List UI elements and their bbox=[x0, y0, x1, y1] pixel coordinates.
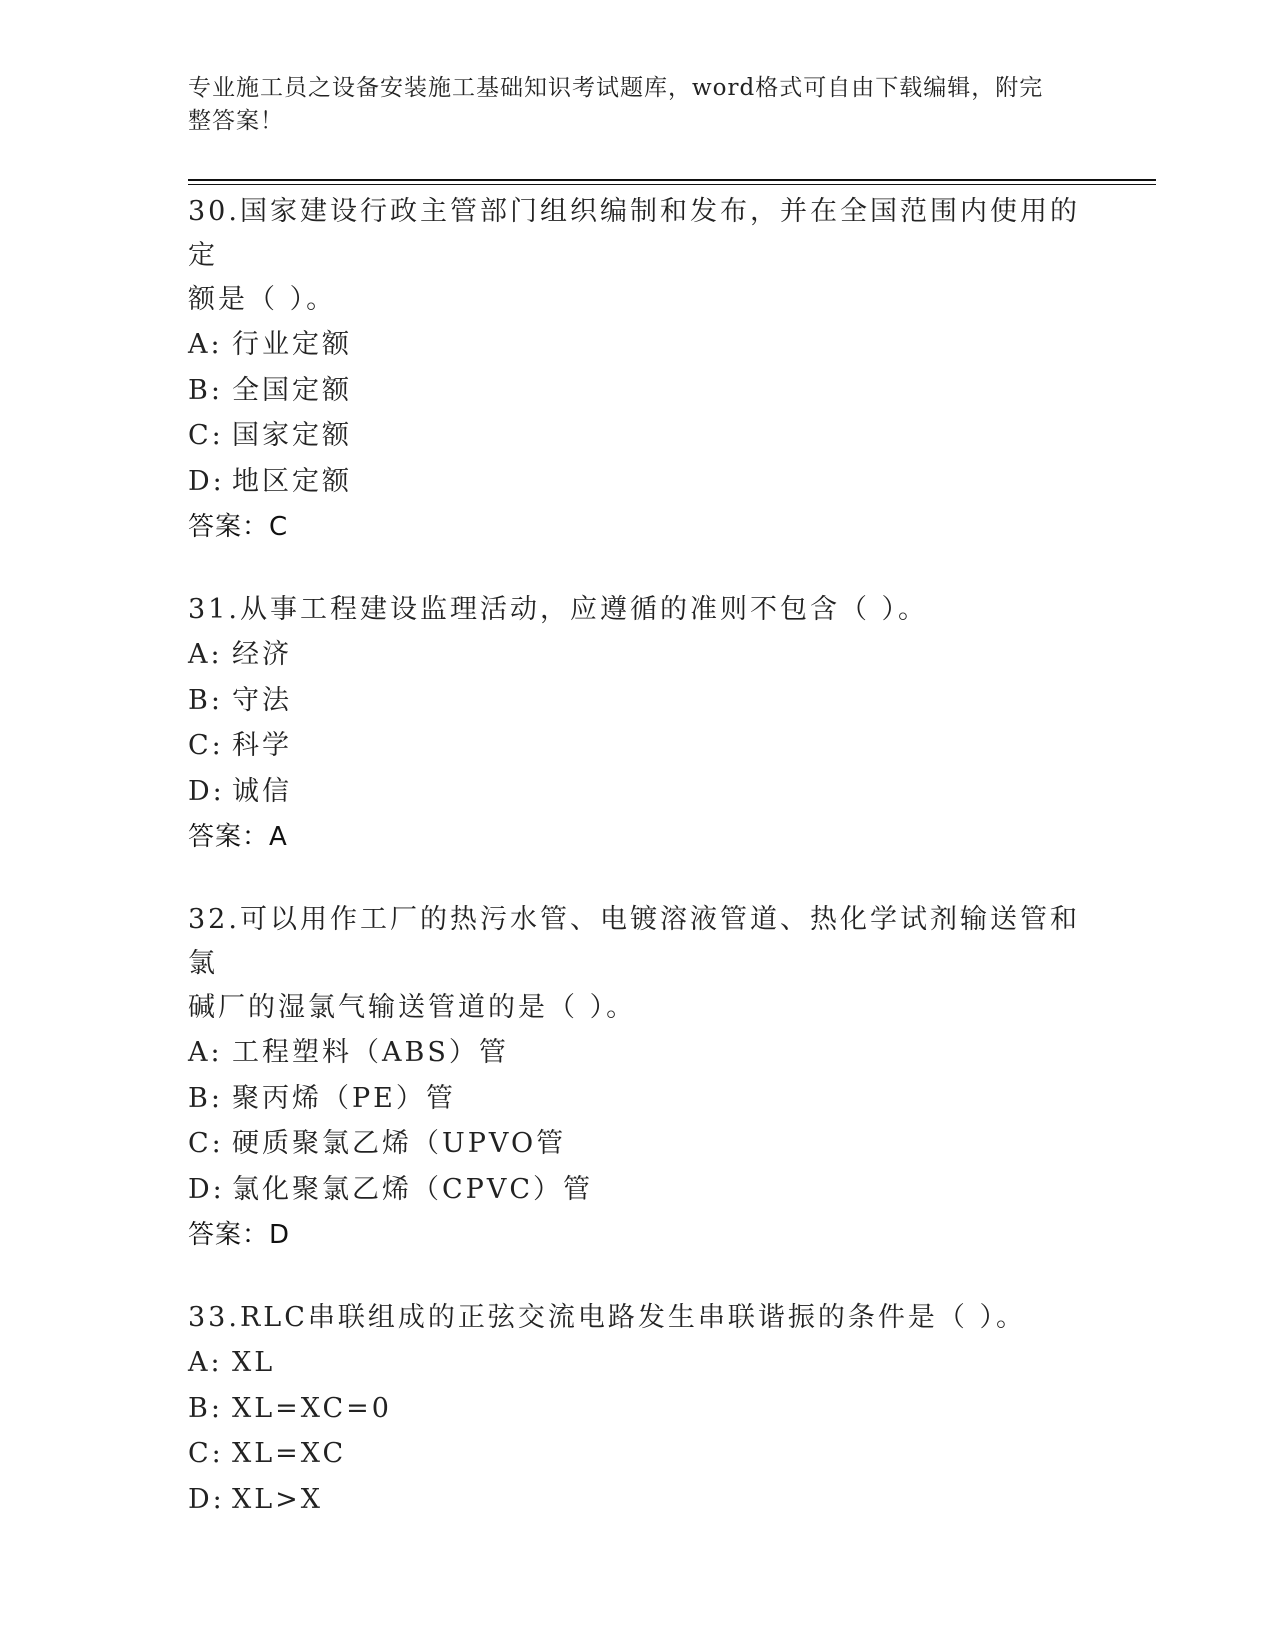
question-block bbox=[188, 186, 1088, 550]
question-block bbox=[188, 588, 1088, 860]
document-header bbox=[188, 72, 1088, 138]
option-letter: C: bbox=[188, 420, 224, 451]
option-text: 全国定额 bbox=[232, 374, 352, 406]
option-letter: C: bbox=[188, 1128, 224, 1159]
option-row bbox=[188, 723, 1088, 769]
option-text: 地区定额 bbox=[232, 465, 352, 497]
question-stem-line: 32.可以用作工厂的热污水管、电镀溶液管道、热化学试剂输送管和氯 bbox=[188, 904, 1080, 979]
question-block bbox=[188, 898, 1088, 1258]
option-row bbox=[188, 632, 1088, 678]
header-divider-thin bbox=[188, 184, 1156, 185]
option-row bbox=[188, 368, 1088, 414]
answer-line: 答案：C bbox=[188, 512, 289, 542]
option-row bbox=[188, 1431, 1088, 1477]
header-line-1: 专业施工员之设备安装施工基础知识考试题库，word格式可自由下载编辑，附完 bbox=[188, 75, 1044, 101]
option-row bbox=[188, 1386, 1088, 1432]
header-line-2: 整答案！ bbox=[188, 108, 284, 134]
option-row bbox=[188, 1030, 1088, 1076]
option-text: 经济 bbox=[232, 639, 292, 670]
header-divider-thick bbox=[188, 179, 1156, 181]
option-row bbox=[188, 1121, 1088, 1167]
option-text: XL=XC=0 bbox=[232, 1392, 392, 1424]
option-text: XL>X bbox=[232, 1483, 323, 1515]
option-row bbox=[188, 1340, 1088, 1386]
option-text: 守法 bbox=[232, 684, 292, 716]
option-letter: A: bbox=[188, 329, 223, 360]
option-text: 聚丙烯（PE）管 bbox=[232, 1082, 456, 1114]
option-letter: B: bbox=[188, 374, 223, 406]
option-row bbox=[188, 322, 1088, 368]
option-row bbox=[188, 1477, 1088, 1523]
option-letter: B: bbox=[188, 1392, 223, 1424]
option-text: 氯化聚氯乙烯（CPVC）管 bbox=[232, 1173, 593, 1205]
question-stem-line: 30.国家建设行政主管部门组织编制和发布，并在全国范围内使用的定 bbox=[188, 196, 1080, 271]
option-letter: D: bbox=[188, 775, 225, 807]
option-text: XL bbox=[232, 1347, 276, 1378]
question-stem-line: 31.从事工程建设监理活动，应遵循的准则不包含（ ）。 bbox=[188, 594, 929, 625]
question-stem-line: 33.RLC串联组成的正弦交流电路发生串联谐振的条件是（ ）。 bbox=[188, 1302, 1026, 1333]
question-list bbox=[188, 186, 1088, 1560]
option-text: 行业定额 bbox=[232, 329, 352, 360]
question-block bbox=[188, 1296, 1088, 1522]
option-letter: A: bbox=[188, 1037, 223, 1068]
option-letter: D: bbox=[188, 465, 225, 497]
answer-line: 答案：A bbox=[188, 822, 288, 852]
option-letter: D: bbox=[188, 1173, 225, 1205]
option-text: 工程塑料（ABS）管 bbox=[232, 1037, 509, 1068]
answer-line: 答案：D bbox=[188, 1220, 291, 1250]
option-letter: C: bbox=[188, 1438, 224, 1469]
option-row bbox=[188, 1167, 1088, 1213]
option-letter: D: bbox=[188, 1483, 225, 1515]
option-letter: C: bbox=[188, 730, 224, 761]
option-row bbox=[188, 413, 1088, 459]
question-stem-line: 碱厂的湿氯气输送管道的是（ ）。 bbox=[188, 992, 637, 1023]
option-text: 国家定额 bbox=[232, 420, 352, 451]
question-stem-line: 额是（ ）。 bbox=[188, 284, 337, 315]
option-letter: A: bbox=[188, 639, 223, 670]
option-text: 诚信 bbox=[232, 775, 292, 807]
option-row bbox=[188, 1076, 1088, 1122]
option-letter: B: bbox=[188, 684, 223, 716]
option-row bbox=[188, 769, 1088, 815]
option-text: 科学 bbox=[232, 730, 292, 761]
option-row bbox=[188, 459, 1088, 505]
option-letter: B: bbox=[188, 1082, 223, 1114]
option-letter: A: bbox=[188, 1347, 223, 1378]
option-text: 硬质聚氯乙烯（UPVO管 bbox=[232, 1128, 567, 1159]
option-text: XL=XC bbox=[232, 1438, 347, 1469]
option-row bbox=[188, 678, 1088, 724]
